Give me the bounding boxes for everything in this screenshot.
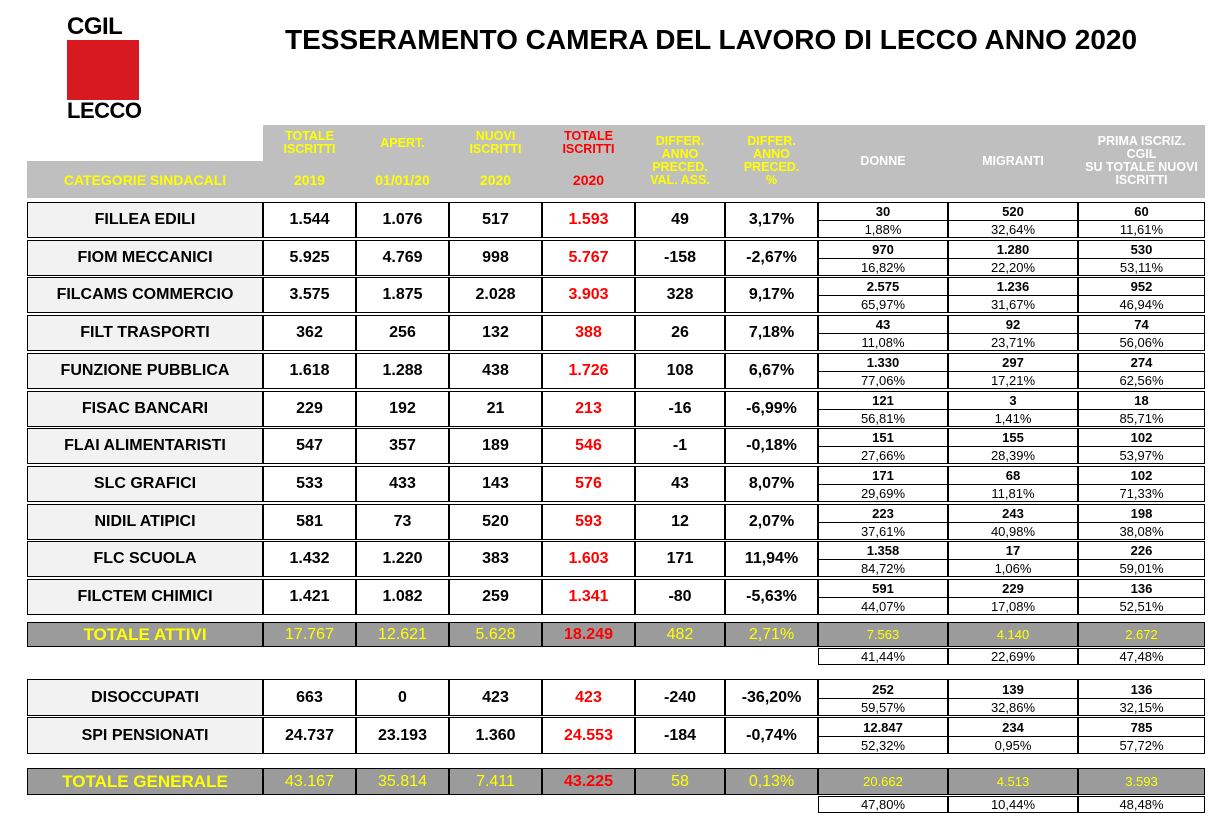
value-cell-t2019: 229 [263,391,356,427]
header-prima-iscriz: PRIMA ISCRIZ. CGIL SU TOTALE NUOVI ISCRITTI [1085,134,1198,187]
value-cell-t2020: 423 [542,679,635,716]
sub-pct-migr: 22,20% [948,258,1078,276]
value-cell-nuovi: 132 [449,315,542,351]
total-value-t2019: 43.167 [263,768,356,795]
total-value-prima: 2.672 [1078,622,1205,647]
total-value-t2020: 43.225 [542,768,635,795]
sub-pct-prima: 59,01% [1078,559,1205,577]
sub-value-migr: 243 [948,504,1078,522]
logo-red-square [67,40,139,100]
sub-pct-migr: 28,39% [948,446,1078,464]
sub-pct-prima: 32,15% [1078,698,1205,716]
sub-pct-prima: 52,51% [1078,597,1205,615]
value-cell-diff: 12 [635,504,725,540]
value-cell-t2020: 1.726 [542,353,635,389]
value-cell-t2020: 388 [542,315,635,351]
sub-pct-donne: 65,97% [818,295,948,313]
total-value-t2019: 17.767 [263,622,356,647]
total-value-prima: 3.593 [1078,768,1205,795]
sub-value-prima: 952 [1078,277,1205,295]
sub-pct-prima: 53,11% [1078,258,1205,276]
value-cell-apert: 192 [356,391,449,427]
sub-pct-migr: 31,67% [948,295,1078,313]
sub-pct-prima: 38,08% [1078,522,1205,540]
value-cell-t2020: 1.341 [542,579,635,615]
value-cell-diff: -80 [635,579,725,615]
category-cell: FLC SCUOLA [27,541,263,577]
sub-pct-donne: 29,69% [818,484,948,502]
sub-pct-prima: 85,71% [1078,409,1205,427]
sub-value-prima: 60 [1078,202,1205,220]
value-cell-apert: 1.076 [356,202,449,238]
category-cell: FILT TRASPORTI [27,315,263,351]
sub-value-donne: 223 [818,504,948,522]
header-migranti: MIGRANTI [982,153,1044,168]
value-cell-pct: 7,18% [725,315,818,351]
total-label: TOTALE ATTIVI [27,622,263,647]
value-cell-diff: -158 [635,240,725,276]
value-cell-diff: -184 [635,717,725,754]
total-value-donne: 20.662 [818,768,948,795]
sub-pct-migr: 0,95% [948,736,1078,754]
total-pct-migr: 10,44% [948,796,1078,813]
sub-value-migr: 234 [948,717,1078,736]
value-cell-t2020: 213 [542,391,635,427]
value-cell-t2020: 546 [542,428,635,464]
sub-value-donne: 43 [818,315,948,333]
header-categorie: CATEGORIE SINDACALI [63,171,227,188]
value-cell-t2019: 547 [263,428,356,464]
value-cell-diff: -240 [635,679,725,716]
value-cell-diff: 49 [635,202,725,238]
sub-value-migr: 1.236 [948,277,1078,295]
header-diff-ass: DIFFER. ANNO PRECED. VAL. ASS. [650,134,710,187]
value-cell-t2019: 362 [263,315,356,351]
sub-value-donne: 12.847 [818,717,948,736]
sub-value-migr: 92 [948,315,1078,333]
logo-lecco-text: LECCO [67,98,142,123]
sub-value-donne: 1.358 [818,541,948,559]
sub-pct-donne: 11,08% [818,333,948,351]
category-cell: FIOM MECCANICI [27,240,263,276]
sub-value-prima: 136 [1078,679,1205,698]
sub-pct-migr: 1,41% [948,409,1078,427]
sub-value-prima: 198 [1078,504,1205,522]
total-pct-prima: 48,48% [1078,796,1205,813]
total-value-migr: 4.140 [948,622,1078,647]
sub-pct-migr: 17,21% [948,371,1078,389]
value-cell-diff: 43 [635,466,725,502]
value-cell-pct: -2,67% [725,240,818,276]
sub-pct-donne: 16,82% [818,258,948,276]
category-cell: FLAI ALIMENTARISTI [27,428,263,464]
sub-value-migr: 17 [948,541,1078,559]
sub-value-donne: 151 [818,428,948,446]
value-cell-apert: 1.288 [356,353,449,389]
sub-pct-prima: 71,33% [1078,484,1205,502]
sub-value-prima: 785 [1078,717,1205,736]
sub-pct-migr: 17,08% [948,597,1078,615]
header-diff-pct: DIFFER. ANNO PRECED. % [743,134,800,187]
value-cell-nuovi: 21 [449,391,542,427]
sub-value-migr: 3 [948,391,1078,409]
sub-pct-prima: 56,06% [1078,333,1205,351]
value-cell-apert: 1.220 [356,541,449,577]
total-pct-migr: 22,69% [948,648,1078,665]
value-cell-t2020: 5.767 [542,240,635,276]
header-year-2019: 2019 [293,171,326,188]
value-cell-diff: 171 [635,541,725,577]
header-apert-date: 01/01/20 [375,171,430,188]
header-totale-2019: TOTALE ISCRITTI [283,129,336,156]
sub-pct-migr: 23,71% [948,333,1078,351]
value-cell-apert: 357 [356,428,449,464]
logo-cgil-text: CGIL [67,13,123,40]
sub-pct-migr: 11,81% [948,484,1078,502]
category-cell: FUNZIONE PUBBLICA [27,353,263,389]
total-value-pct: 2,71% [725,622,818,647]
total-value-diff: 482 [635,622,725,647]
value-cell-nuovi: 517 [449,202,542,238]
value-cell-diff: 26 [635,315,725,351]
value-cell-diff: -1 [635,428,725,464]
value-cell-t2020: 24.553 [542,717,635,754]
sub-pct-prima: 53,97% [1078,446,1205,464]
page-title: TESSERAMENTO CAMERA DEL LAVORO DI LECCO ANNO 2020 [285,24,1138,55]
sub-pct-donne: 56,81% [818,409,948,427]
sub-value-migr: 155 [948,428,1078,446]
value-cell-t2019: 1.618 [263,353,356,389]
value-cell-t2020: 1.593 [542,202,635,238]
header-totale-2020: TOTALE ISCRITTI [562,129,615,156]
sub-value-donne: 121 [818,391,948,409]
total-value-nuovi: 7.411 [449,768,542,795]
header-nuovi: NUOVI ISCRITTI [469,129,522,156]
total-pct-donne: 47,80% [818,796,948,813]
value-cell-nuovi: 143 [449,466,542,502]
sub-pct-donne: 37,61% [818,522,948,540]
sub-value-donne: 171 [818,466,948,484]
sub-pct-prima: 11,61% [1078,220,1205,238]
sub-value-migr: 229 [948,579,1078,597]
sub-value-donne: 970 [818,240,948,258]
total-value-migr: 4.513 [948,768,1078,795]
value-cell-pct: -0,18% [725,428,818,464]
value-cell-pct: 8,07% [725,466,818,502]
sub-value-prima: 18 [1078,391,1205,409]
sub-value-prima: 136 [1078,579,1205,597]
value-cell-t2019: 533 [263,466,356,502]
total-value-diff: 58 [635,768,725,795]
value-cell-pct: -6,99% [725,391,818,427]
total-value-donne: 7.563 [818,622,948,647]
value-cell-nuovi: 383 [449,541,542,577]
value-cell-nuovi: 998 [449,240,542,276]
value-cell-pct: -5,63% [725,579,818,615]
total-pct-donne: 41,44% [818,648,948,665]
sub-pct-donne: 77,06% [818,371,948,389]
value-cell-apert: 1.082 [356,579,449,615]
value-cell-apert: 0 [356,679,449,716]
sub-pct-migr: 32,64% [948,220,1078,238]
value-cell-apert: 433 [356,466,449,502]
value-cell-t2019: 24.737 [263,717,356,754]
value-cell-pct: 9,17% [725,277,818,313]
sub-value-prima: 226 [1078,541,1205,559]
category-cell: NIDIL ATIPICI [27,504,263,540]
category-cell: FILLEA EDILI [27,202,263,238]
value-cell-t2019: 1.421 [263,579,356,615]
sub-value-migr: 139 [948,679,1078,698]
value-cell-apert: 256 [356,315,449,351]
value-cell-t2019: 581 [263,504,356,540]
value-cell-nuovi: 423 [449,679,542,716]
sub-value-donne: 252 [818,679,948,698]
value-cell-nuovi: 259 [449,579,542,615]
sub-value-migr: 1.280 [948,240,1078,258]
sub-pct-prima: 46,94% [1078,295,1205,313]
sub-pct-donne: 1,88% [818,220,948,238]
total-pct-prima: 47,48% [1078,648,1205,665]
category-cell: FILCTEM CHIMICI [27,579,263,615]
category-cell: FISAC BANCARI [27,391,263,427]
sub-value-donne: 30 [818,202,948,220]
sub-value-donne: 591 [818,579,948,597]
total-label: TOTALE GENERALE [27,768,263,795]
sub-value-prima: 102 [1078,466,1205,484]
sub-value-prima: 530 [1078,240,1205,258]
value-cell-apert: 73 [356,504,449,540]
value-cell-t2019: 5.925 [263,240,356,276]
sub-pct-donne: 84,72% [818,559,948,577]
value-cell-nuovi: 189 [449,428,542,464]
value-cell-apert: 4.769 [356,240,449,276]
value-cell-t2019: 1.432 [263,541,356,577]
value-cell-nuovi: 1.360 [449,717,542,754]
sub-value-prima: 74 [1078,315,1205,333]
sub-value-donne: 1.330 [818,353,948,371]
value-cell-apert: 1.875 [356,277,449,313]
total-value-nuovi: 5.628 [449,622,542,647]
value-cell-t2020: 3.903 [542,277,635,313]
value-cell-diff: 108 [635,353,725,389]
value-cell-t2019: 1.544 [263,202,356,238]
sub-value-migr: 68 [948,466,1078,484]
header-year-2020: 2020 [572,171,605,188]
category-cell: SLC GRAFICI [27,466,263,502]
value-cell-pct: 6,67% [725,353,818,389]
value-cell-pct: -0,74% [725,717,818,754]
sub-pct-prima: 57,72% [1078,736,1205,754]
sub-pct-donne: 52,32% [818,736,948,754]
header-apert: APERT. [380,135,425,150]
value-cell-pct: -36,20% [725,679,818,716]
sub-pct-migr: 32,86% [948,698,1078,716]
sub-value-migr: 297 [948,353,1078,371]
sub-value-prima: 102 [1078,428,1205,446]
value-cell-pct: 11,94% [725,541,818,577]
value-cell-nuovi: 520 [449,504,542,540]
total-value-apert: 35.814 [356,768,449,795]
value-cell-t2020: 593 [542,504,635,540]
value-cell-t2019: 3.575 [263,277,356,313]
value-cell-diff: -16 [635,391,725,427]
total-value-apert: 12.621 [356,622,449,647]
header-donne: DONNE [860,153,906,168]
category-cell: SPI PENSIONATI [27,717,263,754]
value-cell-nuovi: 438 [449,353,542,389]
value-cell-diff: 328 [635,277,725,313]
sub-pct-migr: 1,06% [948,559,1078,577]
sub-value-migr: 520 [948,202,1078,220]
value-cell-pct: 2,07% [725,504,818,540]
value-cell-t2019: 663 [263,679,356,716]
sub-pct-donne: 59,57% [818,698,948,716]
value-cell-apert: 23.193 [356,717,449,754]
header-nuovi-year: 2020 [479,171,512,188]
value-cell-pct: 3,17% [725,202,818,238]
total-value-pct: 0,13% [725,768,818,795]
value-cell-nuovi: 2.028 [449,277,542,313]
sub-pct-migr: 40,98% [948,522,1078,540]
value-cell-t2020: 1.603 [542,541,635,577]
category-cell: FILCAMS COMMERCIO [27,277,263,313]
sub-pct-donne: 27,66% [818,446,948,464]
sub-pct-prima: 62,56% [1078,371,1205,389]
value-cell-t2020: 576 [542,466,635,502]
sub-pct-donne: 44,07% [818,597,948,615]
sub-value-prima: 274 [1078,353,1205,371]
total-value-t2020: 18.249 [542,622,635,647]
sub-value-donne: 2.575 [818,277,948,295]
category-cell: DISOCCUPATI [27,679,263,716]
